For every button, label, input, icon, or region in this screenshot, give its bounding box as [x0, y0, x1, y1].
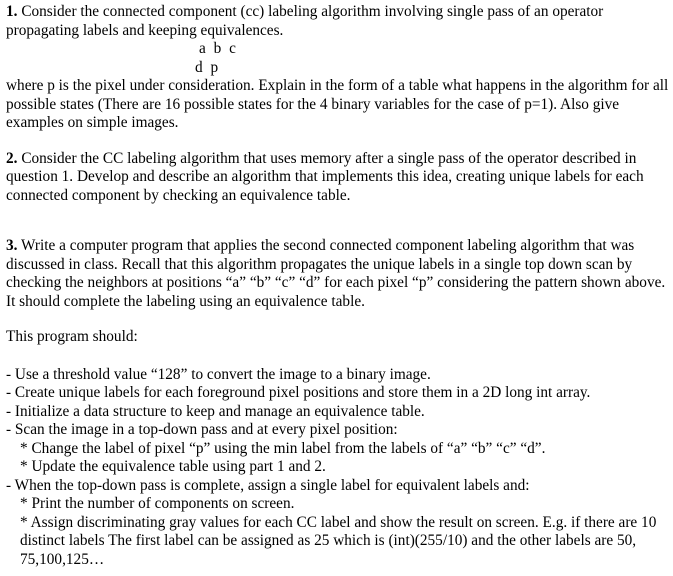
list-subitem: * Assign discriminating gray values for each CC label and show the result on screen. E.g. if there are 10 distinct labels The first label can be assigned as 25 which is (int)(255/10) and the other labels are 50, 75,100,125… — [20, 513, 657, 568]
program-intro: This program should: — [6, 328, 138, 345]
question-1-text: Consider the connected component (cc) labeling algorithm involving single pass of an operator propagating labels and keeping equivalences. — [6, 3, 604, 39]
question-3-number: 3. — [6, 237, 18, 254]
question-3-text: Write a computer program that applies the second connected component labeling algorithm that was discussed in class. Recall that this algorithm propagates the unique labels in a single top down scan by checking the neighbors at positions “a” “b” “c” “d” for each pixel “p” considering the pattern shown above. It should complete the labeling using an equivalence table. — [6, 237, 666, 310]
list-subitem: * Change the label of pixel “p” using the min label from the labels of “a” “b” “c” “d”. — [20, 439, 546, 457]
document-page — [6, 3, 670, 569]
program-requirements-list — [6, 366, 670, 570]
question-3-paragraph — [6, 237, 670, 311]
question-2-number: 2. — [6, 149, 18, 167]
question-1-continuation: where p is the pixel under consideration. Explain in the form of a table what happens in the algorithm for all possible states (There are 16 possible states for the 4 binary variables for the case of p=1). Also give examples on simple images. — [6, 77, 669, 131]
question-2-paragraph — [6, 150, 670, 206]
neighbor-pattern-top-row: a b c — [199, 40, 238, 57]
list-subitem: * Update the equivalence table using part 1 and 2. — [20, 458, 326, 475]
neighbor-pattern-bottom-row: d p — [195, 58, 221, 76]
list-item: - Scan the image in a top-down pass and at every pixel position: — [6, 421, 398, 438]
list-item: - Initialize a data structure to keep and manage an equivalence table. — [6, 402, 425, 420]
question-1-number: 1. — [6, 3, 18, 20]
list-subitem: * Print the number of components on screen. — [20, 495, 295, 512]
list-item: - When the top-down pass is complete, assign a single label for equivalent labels and: — [6, 476, 530, 494]
question-1-paragraph — [6, 3, 670, 40]
list-item: - Create unique labels for each foreground pixel positions and store them in a 2D long int array. — [6, 384, 591, 401]
question-2-text: Consider the CC labeling algorithm that uses memory after a single pass of the operator described in question 1. Develop and describe an algorithm that implements this idea, creating unique labels for each connected component by checking an equivalence table. — [6, 149, 644, 204]
list-item: - Use a threshold value “128” to convert the image to a binary image. — [6, 365, 431, 383]
